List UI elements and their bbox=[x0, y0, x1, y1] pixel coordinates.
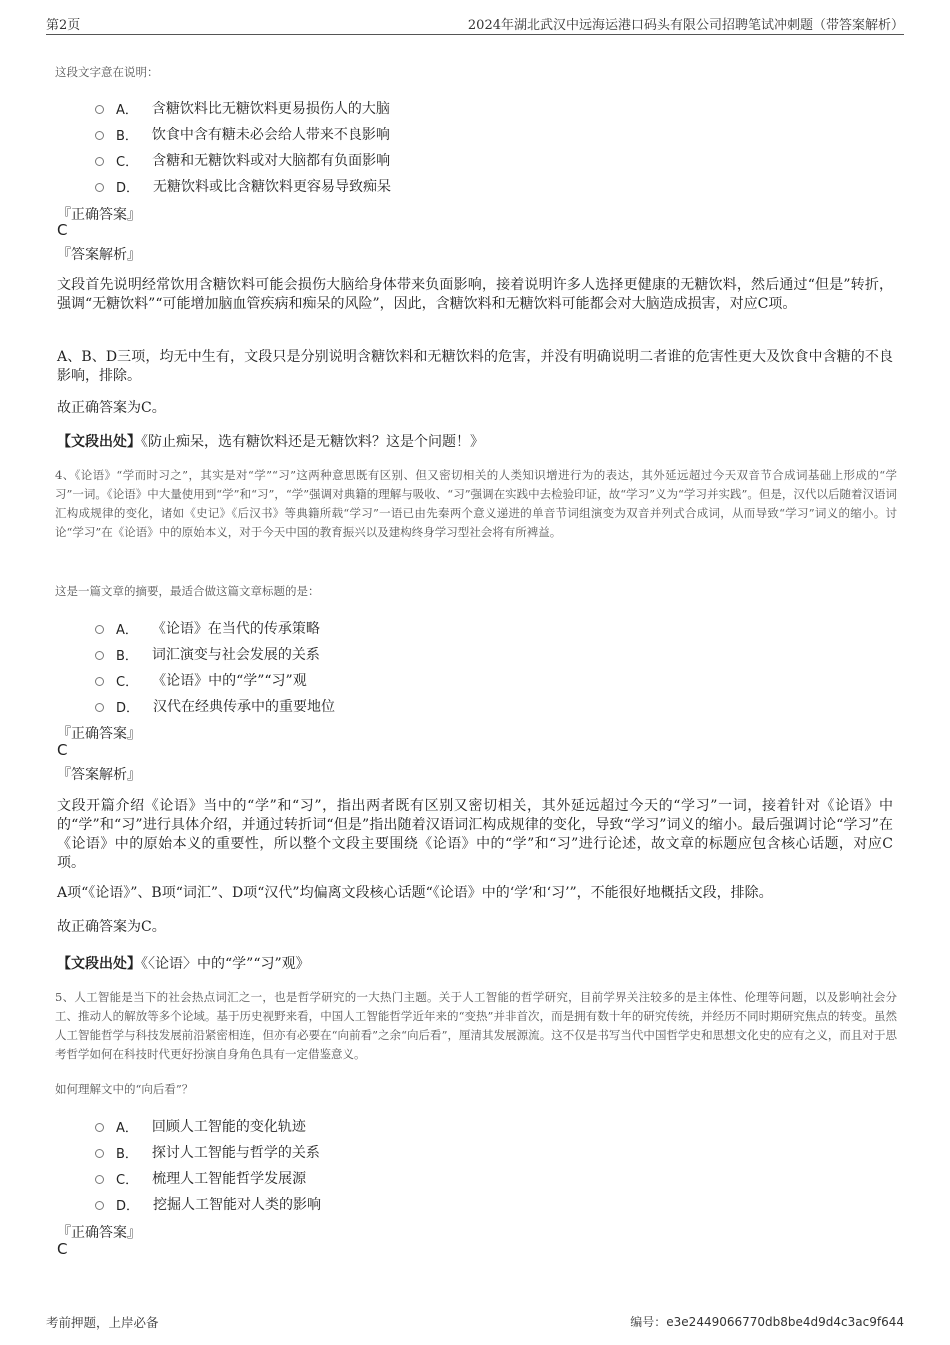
option-letter: B． bbox=[116, 128, 138, 144]
option-d[interactable] bbox=[95, 696, 335, 716]
passage-source bbox=[57, 953, 310, 973]
radio-icon[interactable] bbox=[95, 157, 104, 166]
passage-source bbox=[57, 431, 484, 451]
question-stem: 这段文字意在说明： bbox=[55, 65, 159, 79]
correct-answer-label: 『正确答案』 bbox=[57, 726, 141, 742]
option-text: 《论语》中的“学”“习”观 bbox=[152, 673, 307, 689]
source-label: 【文段出处】 bbox=[57, 434, 141, 450]
correct-answer-value: C bbox=[57, 1240, 68, 1258]
option-a[interactable] bbox=[95, 618, 320, 638]
analysis-paragraph: A、B、D三项，均无中生有，文段只是分别说明含糖饮料和无糖饮料的危害，并没有明确说明二者谁的危害性更大及饮食中含糖的不良影响，排除。 bbox=[57, 349, 893, 384]
option-text: 汉代在经典传承中的重要地位 bbox=[153, 699, 336, 715]
option-d[interactable] bbox=[95, 1194, 321, 1214]
radio-icon[interactable] bbox=[95, 131, 104, 140]
question-passage: 4、《论语》“学而时习之”，其实是对“学”“习”这两种意思既有区别、但又密切相关的人类知识增进行为的表达，其外延远超过今天双音节合成词基础上形成的“学习”一词。《论语》中大量使用到“学”和“习”，“学”强调对典籍的理解与吸收、“习”强调在实践中去检验印证，故“学习”义为“学习并实践”。但是，汉代以后随着汉语词汇构成规律的变化，诸如《史记》《后汉书》等典籍所载“学习”一语已由先秦两个意义递进的单音节词组演变为双音并列式合成词，从而导致“学习”词义的缩小。讨论“学习”在《论语》中的原始本义，对于今天中国的教育振兴以及建构终身学习型社会将有所裨益。 bbox=[55, 468, 897, 539]
radio-icon[interactable] bbox=[95, 1201, 104, 1210]
option-c[interactable] bbox=[95, 670, 307, 690]
option-letter: B． bbox=[116, 1146, 138, 1162]
option-letter: A． bbox=[116, 102, 138, 118]
radio-icon[interactable] bbox=[95, 703, 104, 712]
option-text: 词汇演变与社会发展的关系 bbox=[151, 647, 320, 663]
option-text: 梳理人工智能哲学发展源 bbox=[152, 1171, 307, 1187]
option-text: 《论语》在当代的传承策略 bbox=[151, 621, 320, 637]
option-b[interactable] bbox=[95, 124, 390, 144]
option-c[interactable] bbox=[95, 1168, 306, 1188]
option-letter: C． bbox=[116, 154, 139, 170]
question-passage: 5、人工智能是当下的社会热点词汇之一，也是哲学研究的一大热门主题。关于人工智能的哲学研究，目前学界关注较多的是主体性、伦理等问题，以及影响社会分工、推动人的解放等多个论域。基于历史视野来看，中国人工智能哲学近年来的“变热”并非首次，而是拥有数十年的研究传统，并经历不同时期研究焦点的转变。虽然人工智能哲学与科技发展前沿紧密相连，但亦有必要在“向前看”之余“向后看”，厘清其发展源流。这不仅是书写当代中国哲学史和思想文化史的应有之义，而且对于思考哲学如何在科技时代更好扮演自身角色具有一定借鉴意义。 bbox=[55, 990, 897, 1061]
option-letter: D． bbox=[116, 700, 140, 716]
radio-icon[interactable] bbox=[95, 1149, 104, 1158]
document-id: 编号：e3e2449066770db8be4d9d4c3ac9f644 bbox=[630, 1315, 904, 1329]
option-a[interactable] bbox=[95, 1116, 306, 1136]
option-text: 回顾人工智能的变化轨迹 bbox=[151, 1119, 306, 1135]
option-letter: A． bbox=[116, 622, 138, 638]
radio-icon[interactable] bbox=[95, 1175, 104, 1184]
option-text: 无糖饮料或比含糖饮料更容易导致痴呆 bbox=[153, 179, 392, 195]
source-label: 【文段出处】 bbox=[57, 956, 141, 972]
correct-answer-value: C bbox=[57, 741, 68, 759]
correct-answer-value: C bbox=[57, 221, 68, 239]
question-stem: 这是一篇文章的摘要，最适合做这篇文章标题的是： bbox=[55, 584, 320, 598]
correct-answer-label: 『正确答案』 bbox=[57, 1225, 141, 1241]
question-stem: 如何理解文中的“向后看”？ bbox=[55, 1082, 194, 1096]
analysis-conclusion: 故正确答案为C。 bbox=[57, 919, 166, 935]
radio-icon[interactable] bbox=[95, 1123, 104, 1132]
option-c[interactable] bbox=[95, 150, 390, 170]
option-letter: D． bbox=[116, 180, 140, 196]
option-letter: C． bbox=[116, 1172, 139, 1188]
correct-answer-label: 『正确答案』 bbox=[57, 207, 141, 223]
radio-icon[interactable] bbox=[95, 677, 104, 686]
option-letter: B． bbox=[116, 648, 138, 664]
radio-icon[interactable] bbox=[95, 183, 104, 192]
radio-icon[interactable] bbox=[95, 651, 104, 660]
option-letter: D． bbox=[116, 1198, 140, 1214]
option-b[interactable] bbox=[95, 644, 320, 664]
analysis-paragraph: 文段开篇介绍《论语》当中的“学”和“习”，指出两者既有区别又密切相关，其外延远超过今天的“学习”一词，接着针对《论语》中的“学”和“习”进行具体介绍，并通过转折词“但是”指出随着汉语词汇构成规律的变化，导致“学习”词义的缩小。最后强调讨论“学习”在《论语》中的原始本义的重要性，所以整个文段主要围绕《论语》中的“学”和“习”进行论述，故文章的标题应包含核心话题，对应C项。 bbox=[57, 798, 893, 871]
document-title: 2024年湖北武汉中远海运港口码头有限公司招聘笔试冲刺题（带答案解析） bbox=[467, 18, 904, 33]
analysis-label: 『答案解析』 bbox=[57, 247, 141, 263]
radio-icon[interactable] bbox=[95, 105, 104, 114]
option-letter: A． bbox=[116, 1120, 138, 1136]
option-a[interactable] bbox=[95, 98, 390, 118]
source-title: 《防止痴呆，选有糖饮料还是无糖饮料？这是个问题！》 bbox=[141, 434, 484, 450]
analysis-label: 『答案解析』 bbox=[57, 767, 141, 783]
footer-slogan: 考前押题，上岸必备 bbox=[46, 1315, 159, 1330]
page-number: 第2页 bbox=[46, 18, 81, 33]
analysis-paragraph: 文段首先说明经常饮用含糖饮料可能会损伤大脑给身体带来负面影响，接着说明许多人选择更健康的无糖饮料，然后通过“但是”转折，强调“无糖饮料”“可能增加脑血管疾病和痴呆的风险”，因此，含糖饮料和无糖饮料可能都会对大脑造成损害，对应C项。 bbox=[57, 277, 893, 312]
option-text: 挖掘人工智能对人类的影响 bbox=[153, 1197, 322, 1213]
option-text: 含糖饮料比无糖饮料更易损伤人的大脑 bbox=[151, 101, 390, 117]
option-text: 探讨人工智能与哲学的关系 bbox=[151, 1145, 320, 1161]
radio-icon[interactable] bbox=[95, 625, 104, 634]
analysis-paragraph: A项“《论语》”、B项“词汇”、D项“汉代”均偏离文段核心话题“《论语》中的‘学’和‘习’”，不能很好地概括文段，排除。 bbox=[57, 885, 773, 901]
page-header bbox=[46, 12, 904, 35]
analysis-conclusion: 故正确答案为C。 bbox=[57, 400, 166, 416]
option-letter: C． bbox=[116, 674, 139, 690]
source-title: 《〈论语〉中的“学”“习”观》 bbox=[141, 956, 310, 972]
option-text: 饮食中含有糖未必会给人带来不良影响 bbox=[151, 127, 390, 143]
option-b[interactable] bbox=[95, 1142, 320, 1162]
option-text: 含糖和无糖饮料或对大脑都有负面影响 bbox=[152, 153, 391, 169]
option-d[interactable] bbox=[95, 176, 391, 196]
